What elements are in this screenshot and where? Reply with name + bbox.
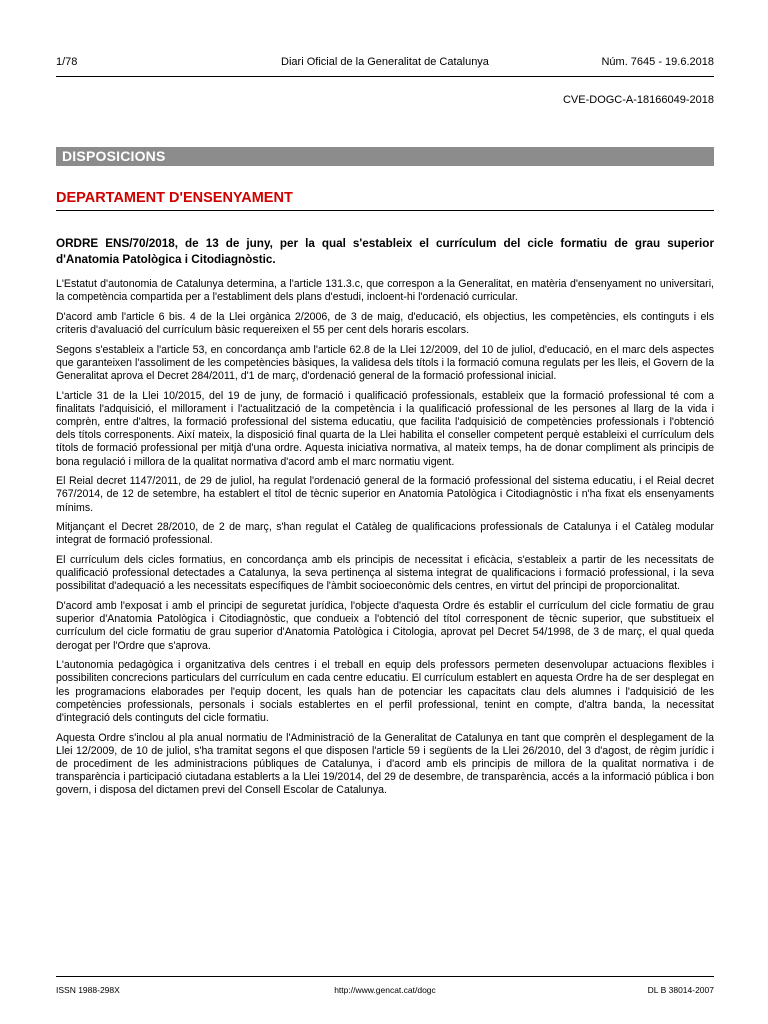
department-title: DEPARTAMENT D'ENSENYAMENT [56,190,293,206]
footer-rule [56,976,714,977]
paragraph: El Reial decret 1147/2011, de 29 de juliol, ha regulat l'ordenació general de la formació professional del sistema educatiu, i el Reial decret 767/2014, de 12 de setembre, ha establert el títol de tècnic superior en Anatomia Patològica i Citodiagnòstic i n'ha fixat els ensenyaments mínims. [56,475,714,514]
cve-code: CVE-DOGC-A-18166049-2018 [562,94,714,106]
legal-deposit: DL B 38014-2007 [647,985,714,995]
footer-url[interactable]: http://www.gencat.cat/dogc [334,985,436,995]
paragraph: D'acord amb l'exposat i amb el principi de seguretat jurídica, l'objecte d'aquesta Ordre és establir el currículum del cicle formatiu de grau superior d'Anatomia Patològica i Citodiagnòstic, que condueix a l'obtenció del títol corresponent de tècnic superior, que substitueix el currículum del cicle formatiu de grau superior d'Anatomia Patològica i Citologia, aprovat pel Decret 54/1998, de 3 de març, el qual queda derogat per l'Ordre que s'aprova. [56,600,714,652]
journal-title: Diari Oficial de la Generalitat de Catalunya [281,56,489,68]
paragraph: D'acord amb l'article 6 bis. 4 de la Llei orgànica 2/2006, de 3 de maig, d'educació, els objectius, les competències, els continguts i els criteris d'avaluació del currículum bàsic requereixen el 55 per cent dels horaris escolars. [56,310,714,336]
page-footer [56,985,714,999]
paragraph: L'article 31 de la Llei 10/2015, del 19 de juny, de formació i qualificació professionals, estableix que la formació professional té com a finalitats l'adquisició, el millorament i l'actualització de la competència i la qualificació professional de les persones al llarg de la vida i comprèn, entre d'altres, la formació professional del sistema educatiu, que facilita l'adquisició de competències professionals i l'obtenció dels títols corresponents. Així mateix, la disposició final quarta de la Llei habilita el conseller competent perquè estableixi el currículum dels títols de formació professional per mitjà d'una ordre. Aquesta iniciativa normativa, al mateix temps, ha de donar compliment als principis de bona regulació i millora de la qualitat normativa d'acord amb el marc normatiu vigent. [56,389,714,468]
header-rule [56,76,714,77]
section-band: DISPOSICIONS [56,147,714,166]
page-number: 1/78 [56,56,78,68]
department-rule [56,210,714,211]
issue-number: Núm. 7645 - 19.6.2018 [601,56,714,68]
paragraph: L'autonomia pedagògica i organitzativa dels centres i el treball en equip dels professors permeten desenvolupar actuacions flexibles i possibiliten concrecions particulars del currículum en cada centre educatiu. El currículum establert en aquesta Ordre ha de ser desplegat en les programacions elaborades per l'equip docent, les quals han de potenciar les capacitats clau dels alumnes i l'adquisició de les competències professionals, personals i socials establertes en el perfil professional, tenint en compte, d'altra banda, la necessitat d'integració dels continguts del cicle formatiu. [56,659,714,725]
document-body [56,278,714,804]
paragraph: El currículum dels cicles formatius, en concordança amb els principis de necessitat i eficàcia, s'estableix a partir de les necessitats de qualificació professional detectades a Catalunya, la seva pertinença al sistema integrat de qualificacions i formació professional, i la seva possibilitat d'adequació a les necessitats específiques de l'àmbit socioeconòmic dels centres, en virtut del principi de proporcionalitat. [56,554,714,593]
paragraph: Segons s'estableix a l'article 53, en concordança amb l'article 62.8 de la Llei 12/2009, del 10 de juliol, d'educació, en el marc dels aspectes que garanteixen l'assoliment de les competències bàsiques, la validesa dels títols i la formació comuna regulats per les lleis, el Govern de la Generalitat aprova el Decret 284/2011, d'1 de març, d'ordenació general de la formació professional inicial. [56,343,714,382]
page-header [56,56,714,72]
issn: ISSN 1988-298X [56,985,120,995]
order-title: ORDRE ENS/70/2018, de 13 de juny, per la qual s'estableix el currículum del cicle formatiu de grau superior d'Anatomia Patològica i Citodiagnòstic. [56,237,714,266]
paragraph: Mitjançant el Decret 28/2010, de 2 de març, s'han regulat el Catàleg de qualificacions professionals de Catalunya i el Catàleg modular integrat de formació professional. [56,521,714,547]
paragraph: L'Estatut d'autonomia de Catalunya determina, a l'article 131.3.c, que correspon a la Generalitat, en matèria d'ensenyament no universitari, la competència compartida per a l'establiment dels plans d'estudi, incloent-hi l'ordenació curricular. [56,278,714,304]
paragraph: Aquesta Ordre s'inclou al pla anual normatiu de l'Administració de la Generalitat de Catalunya en tant que comprèn el desplegament de la Llei 12/2009, de 10 de juliol, s'ha tramitat segons el que disposen l'article 59 i següents de la Llei 26/2010, del 3 d'agost, de règim jurídic i de procediment de les administracions públiques de Catalunya, i d'acord amb els principis de millora de la qualitat normativa i de transparència i participació ciutadana establerts a la Llei 19/2014, del 29 de desembre, de transparència, accés a la informació pública i bon govern, i disposa del dictamen previ del Consell Escolar de Catalunya. [56,731,714,797]
